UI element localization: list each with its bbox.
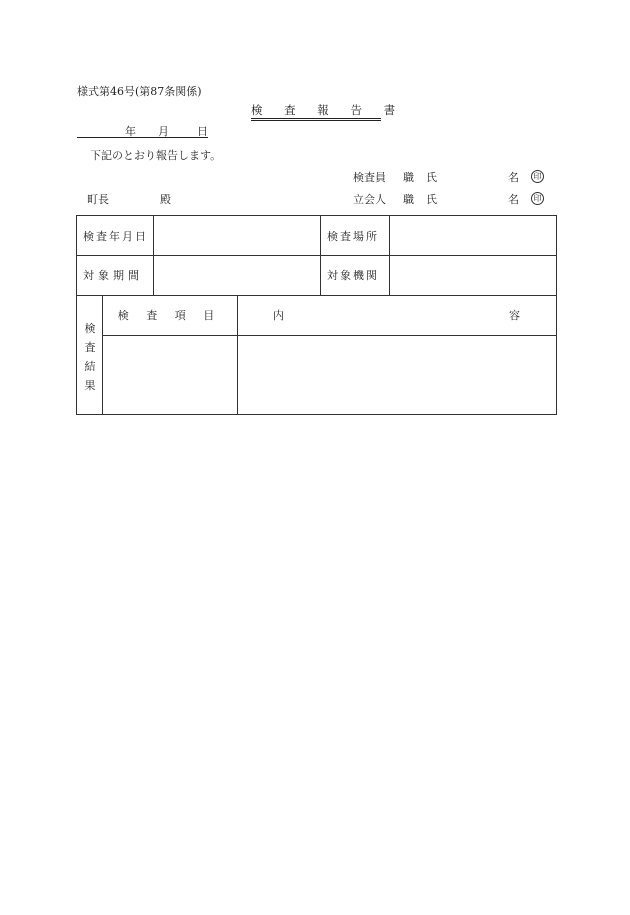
inspector-name-label-1: 氏 — [426, 171, 437, 184]
target-period-label: 対象期間 — [83, 269, 143, 282]
witness-title-label: 職 — [403, 193, 414, 206]
addressee-honorific: 殿 — [160, 193, 171, 206]
inspection-place-label: 検査場所 — [327, 230, 379, 243]
inspection-item-header: 検 査 項 目 — [117, 309, 222, 322]
table-col-divider-1 — [153, 215, 154, 295]
inspection-result-label — [78, 319, 102, 395]
form-number: 様式第46号(第87条関係) — [77, 85, 202, 98]
table-col-divider-5 — [237, 295, 238, 415]
inspector-seal-icon: 印 — [531, 170, 544, 183]
inspector-name-label-2: 名 — [508, 171, 519, 184]
addressee-name: 町長 — [87, 193, 109, 206]
target-org-label: 対象機関 — [327, 269, 379, 282]
table-col-divider-2 — [320, 215, 321, 295]
page-title: 検 査 報 告 書 — [251, 103, 405, 117]
inspector-label: 検査員 — [353, 171, 386, 184]
result-char-3: 結 — [84, 360, 96, 373]
table-col-divider-3 — [389, 215, 390, 295]
witness-name-label-1: 氏 — [426, 193, 437, 206]
result-char-4: 果 — [84, 379, 96, 392]
inspector-title-label: 職 — [403, 171, 414, 184]
title-underline-thick — [251, 120, 381, 121]
witness-seal-icon: 印 — [531, 192, 544, 205]
date-month-label: 月 — [158, 125, 169, 138]
content-header-right: 容 — [509, 309, 520, 322]
intro-text: 下記のとおり報告します。 — [90, 149, 222, 162]
result-char-1: 検 — [84, 322, 96, 335]
title-underline — [251, 118, 381, 119]
witness-label: 立会人 — [353, 193, 386, 206]
witness-name-label-2: 名 — [508, 193, 519, 206]
date-underline — [77, 137, 208, 138]
date-year-label: 年 — [125, 125, 136, 138]
content-header-left: 内 — [273, 309, 284, 322]
inspection-date-label: 検査年月日 — [83, 230, 148, 243]
date-day-label: 日 — [197, 125, 208, 138]
result-char-2: 査 — [84, 341, 96, 354]
table-row-divider-3 — [102, 335, 557, 336]
table-row-divider-1 — [76, 255, 557, 256]
table-row-divider-2 — [76, 295, 557, 296]
